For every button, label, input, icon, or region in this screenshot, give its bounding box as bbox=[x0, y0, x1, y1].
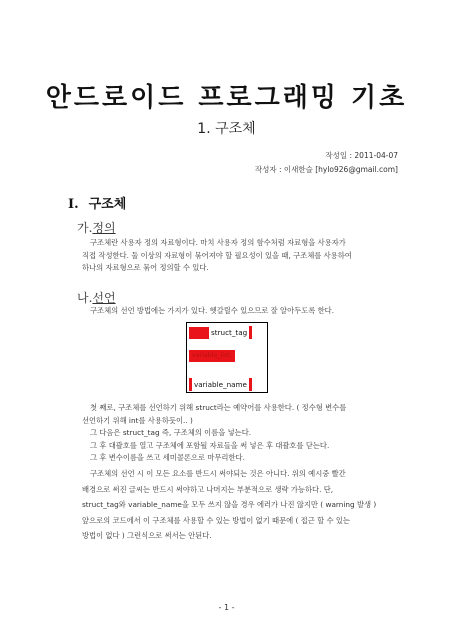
text-line: 하나의 자료형으로 묶어 정의할 수 있다. bbox=[82, 263, 209, 272]
step-line: 선언하기 위해 int를 사용하듯이.. ) bbox=[82, 415, 193, 425]
note-line: 구조체의 선언 시 이 모든 요소를 반드시 써야되는 것은 아니다. 위의 예시중 빨간 bbox=[90, 469, 346, 478]
written-date: 작성일 : 2011-04-07 bbox=[325, 151, 398, 160]
note-line: 배경으로 써진 글씨는 반드시 써야하고 나머지는 부분적으로 생략 가능하다. 단, bbox=[82, 484, 334, 494]
definition-paragraph bbox=[82, 237, 407, 275]
note-paragraph bbox=[82, 466, 407, 544]
step-line: 그 후 대괄호를 열고 구조체에 포함될 자료들을 써 넣은 후 대괄호를 닫는다. bbox=[90, 440, 330, 450]
variable-name-text: variable_name bbox=[194, 380, 247, 389]
step-line: 그 후 변수이름을 쓰고 세미콜론으로 마무리한다. bbox=[90, 453, 245, 463]
struct-tag-text: struct_tag bbox=[211, 328, 248, 337]
note-line: 방법이 없다 ) 그런식으로 써서는 안된다. bbox=[82, 531, 212, 541]
text-line: 직접 작성한다. 둘 이상의 자료형이 묶어져야 할 필요성이 있을 때, 구조체를 사용하여 bbox=[82, 250, 352, 260]
subsection-heading-declaration bbox=[77, 289, 116, 306]
subsection-title: 선언 bbox=[92, 291, 116, 305]
step-line: 첫 째로, 구조체를 선언하기 위해 struct라는 예약어를 사용한다. ( 정수형 변수를 bbox=[90, 403, 347, 412]
note-line: struct_tag와 variable_name을 모두 쓰지 않을 경우 에러가 나진 않지만 ( warning 발생 ) bbox=[82, 500, 377, 510]
subsection-heading-definition bbox=[77, 219, 116, 236]
author-line: 작성자 : 이새한슬 [hylo926@gmail.com] bbox=[254, 165, 398, 174]
subsection-marker: 가. bbox=[77, 221, 93, 235]
note-line: 앞으로의 코드에서 이 구조체를 사용할 수 있는 방법이 없기 때문에 ( 접근 할 수 있는 bbox=[82, 515, 350, 525]
section-title: 구조체 bbox=[88, 197, 127, 212]
struct-keyword-highlight bbox=[189, 327, 209, 339]
semicolon-highlight bbox=[249, 378, 252, 391]
document-subtitle: 1. 구조체 bbox=[197, 121, 256, 137]
variable-name-row bbox=[189, 378, 252, 391]
struct-syntax-diagram bbox=[186, 322, 268, 393]
declaration-paragraph bbox=[82, 305, 407, 318]
section-number: I. bbox=[68, 197, 79, 212]
text-line: 구조체란 사용자 정의 자료형이다. 마치 사용자 정의 함수처럼 자료형을 사용자가 bbox=[90, 238, 346, 247]
struct-tag-row bbox=[189, 326, 252, 339]
section-heading bbox=[68, 193, 126, 212]
steps-paragraph bbox=[82, 402, 407, 465]
subsection-marker: 나. bbox=[77, 291, 93, 305]
brace-open-highlight bbox=[249, 326, 252, 339]
subsection-title: 정의 bbox=[92, 221, 116, 235]
variable-list-text: variable_list; bbox=[189, 350, 235, 362]
page-number: - 1 - bbox=[218, 603, 235, 612]
step-line: 그 다음은 struct_tag 즉, 구조체의 이름을 넣는다. bbox=[90, 428, 252, 438]
text-line: 구조체의 선언 방법에는 가지가 있다. 헷갈릴수 있으므로 잘 알아두도록 한다. bbox=[90, 306, 335, 315]
variable-list-row bbox=[189, 350, 235, 362]
document-title: 안드로이드 프로그래밍 기초 bbox=[45, 83, 408, 113]
